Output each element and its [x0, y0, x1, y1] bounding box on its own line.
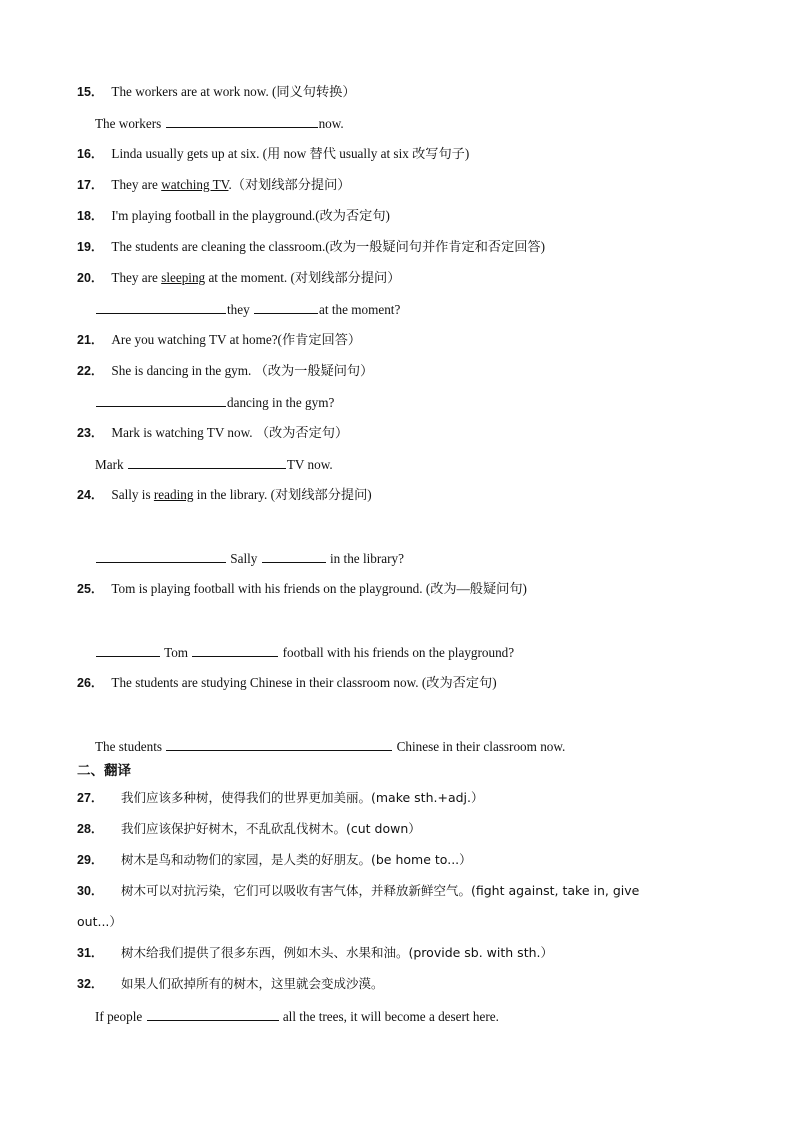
question-17 [77, 176, 350, 194]
answer-middle: they [227, 302, 250, 317]
question-number: 24． [77, 488, 104, 502]
answer-suffix: all the trees, it will become a desert here. [282, 1009, 499, 1024]
answer-prefix: Mark [95, 457, 124, 472]
answer-blank[interactable] [254, 300, 318, 314]
section-heading [77, 762, 131, 780]
question-number: 21． [77, 333, 104, 347]
question-text: I'm playing football in the playground.(改为否定句) [111, 208, 390, 223]
question-31 [77, 944, 553, 962]
question-text: Linda usually gets up at six. (用 now 替代 usually at six 改写句子) [111, 146, 470, 161]
question-number: 29． [77, 853, 104, 867]
question-number: 25． [77, 582, 104, 596]
question-number: 17． [77, 178, 104, 192]
answer-line-20 [95, 300, 400, 319]
question-15 [77, 83, 356, 101]
answer-suffix: TV now. [286, 457, 333, 472]
question-text: The workers are at work now. (同义句转换） [111, 84, 356, 99]
question-text-pre: They are [111, 177, 162, 192]
underlined-phrase: reading [153, 487, 194, 502]
question-number: 15． [77, 85, 104, 99]
answer-blank[interactable] [128, 455, 286, 469]
question-21 [77, 331, 361, 349]
answer-line-32 [95, 1007, 499, 1026]
question-number: 32． [77, 977, 104, 991]
question-text-pre: They are [111, 270, 162, 285]
answer-prefix: The workers [95, 116, 162, 131]
question-text: Mark is watching TV now. （改为否定句） [111, 425, 349, 440]
question-text: 树木是鸟和动物们的家园，是人类的好朋友。(be home to...） [121, 852, 472, 867]
question-32 [77, 975, 384, 993]
answer-blank[interactable] [166, 737, 392, 751]
answer-blank[interactable] [262, 549, 326, 563]
question-text: Are you watching TV at home?(作肯定回答） [111, 332, 362, 347]
question-number: 26． [77, 676, 104, 690]
question-text: 树木可以对抗污染，它们可以吸收有害气体，并释放新鲜空气。(fight against, take in, give [121, 883, 640, 898]
answer-blank[interactable] [96, 300, 226, 314]
question-text: She is dancing in the gym. （改为一般疑问句） [111, 363, 374, 378]
question-25 [77, 580, 527, 598]
question-24 [77, 486, 372, 504]
question-number: 23． [77, 426, 104, 440]
answer-middle: Sally [230, 551, 258, 566]
question-text: The students are cleaning the classroom.(改为一般疑问句并作肯定和否定回答) [111, 239, 546, 254]
answer-suffix: now. [318, 116, 344, 131]
answer-line-25 [95, 643, 514, 662]
question-28 [77, 820, 421, 838]
question-30 [77, 882, 639, 900]
underlined-phrase: sleeping [161, 270, 206, 285]
answer-middle: Tom [164, 645, 189, 660]
question-text: 如果人们砍掉所有的树木，这里就会变成沙漠。 [121, 976, 384, 991]
question-text-continued: out...） [77, 914, 122, 929]
answer-prefix: If people [95, 1009, 143, 1024]
answer-line-24 [95, 549, 404, 568]
answer-line-23 [95, 455, 333, 474]
question-text-pre: Sally is [111, 487, 154, 502]
answer-suffix: dancing in the gym? [227, 395, 335, 410]
question-23 [77, 424, 348, 442]
answer-suffix: in the library? [330, 551, 404, 566]
answer-blank[interactable] [96, 549, 226, 563]
answer-prefix: The students [95, 739, 163, 754]
question-text: 我们应该多种树，使得我们的世界更加美丽。(make sth.+adj.） [121, 790, 484, 805]
answer-blank[interactable] [147, 1007, 279, 1021]
answer-blank[interactable] [166, 114, 318, 128]
question-30-continued [77, 913, 122, 931]
question-text-post: in the library. (对划线部分提问) [193, 487, 372, 502]
question-22 [77, 362, 373, 380]
question-text-post: .（对划线部分提问） [228, 177, 351, 192]
underlined-phrase: watching TV [161, 177, 229, 192]
question-text: Tom is playing football with his friends on the playground. (改为—般疑问句) [111, 581, 527, 596]
question-27 [77, 789, 484, 807]
answer-suffix: Chinese in their classroom now. [396, 739, 566, 754]
answer-blank[interactable] [192, 643, 278, 657]
question-29 [77, 851, 472, 869]
question-number: 22． [77, 364, 104, 378]
question-number: 27． [77, 791, 104, 805]
question-number: 19． [77, 240, 104, 254]
question-20 [77, 269, 400, 287]
answer-blank[interactable] [96, 393, 226, 407]
question-18 [77, 207, 390, 225]
question-number: 16． [77, 147, 104, 161]
question-text-post: at the moment. (对划线部分提问） [205, 270, 401, 285]
question-19 [77, 238, 545, 256]
question-number: 28． [77, 822, 104, 836]
question-number: 30． [77, 884, 104, 898]
question-number: 18． [77, 209, 104, 223]
answer-line-15 [95, 114, 344, 133]
question-text: The students are studying Chinese in their classroom now. (改为否定句) [111, 675, 497, 690]
question-number: 31． [77, 946, 104, 960]
answer-suffix: at the moment? [319, 302, 401, 317]
question-text: 树木给我们提供了很多东西，例如木头、水果和油。(provide sb. with sth.） [121, 945, 553, 960]
answer-suffix: football with his friends on the playground? [282, 645, 515, 660]
question-number: 20． [77, 271, 104, 285]
question-text: 我们应该保护好树木，不乱砍乱伐树木。(cut down） [121, 821, 421, 836]
answer-blank[interactable] [96, 643, 160, 657]
answer-line-26 [95, 737, 565, 756]
question-16 [77, 145, 469, 163]
answer-line-22 [95, 393, 334, 412]
question-26 [77, 674, 497, 692]
section-title: 二、翻译 [77, 763, 131, 779]
